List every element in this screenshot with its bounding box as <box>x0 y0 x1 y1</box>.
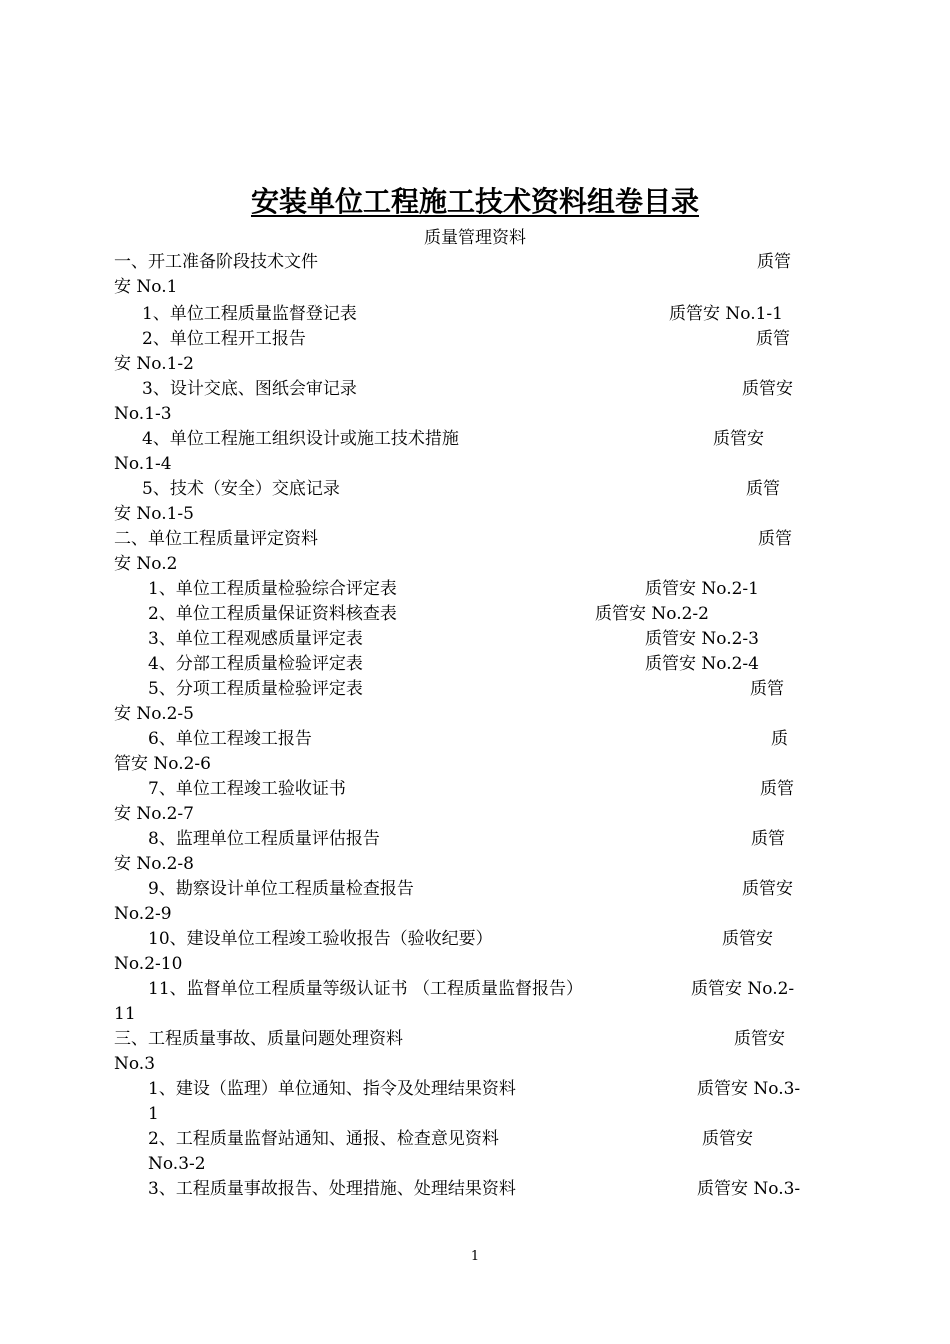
toc-entry-code: 质管安 <box>734 1029 785 1049</box>
toc-section-heading: 二、单位工程质量评定资料 <box>114 529 318 549</box>
toc-entry-code-wrap: 安 No.1 <box>114 277 178 297</box>
toc-entry-text: 3、工程质量事故报告、处理措施、处理结果资料 <box>148 1179 516 1199</box>
toc-entry-text: 4、单位工程施工组织设计或施工技术措施 <box>142 429 459 449</box>
toc-entry-code-wrap: 安 No.2-8 <box>114 854 194 874</box>
toc-entry-code-wrap: 安 No.2-5 <box>114 704 194 724</box>
toc-entry-code: 质管安 <box>742 879 793 899</box>
toc-entry-code: 质管安 <box>742 379 793 399</box>
toc-entry-text: 3、单位工程观感质量评定表 <box>148 629 363 649</box>
toc-entry-code: 质管安 No.1-1 <box>669 304 783 324</box>
toc-entry-text: 3、设计交底、图纸会审记录 <box>142 379 357 399</box>
toc-entry-text: 5、分项工程质量检验评定表 <box>148 679 363 699</box>
toc-entry-code-wrap: 安 No.1-2 <box>114 354 194 374</box>
toc-entry-code: 质管安 No.3- <box>697 1079 801 1099</box>
toc-entry-code-wrap: 安 No.2 <box>114 554 178 574</box>
toc-section-heading: 三、工程质量事故、质量问题处理资料 <box>114 1029 403 1049</box>
toc-entry-code: 质管 <box>757 252 791 272</box>
toc-entry-code: 质管安 <box>722 929 773 949</box>
toc-entry-text: 2、单位工程开工报告 <box>142 329 306 349</box>
toc-entry-text: 5、技术（安全）交底记录 <box>142 479 340 499</box>
toc-entry-code: 质 <box>771 729 788 749</box>
page-number: 1 <box>470 1249 480 1264</box>
toc-entry-text: 10、建设单位工程竣工验收报告（验收纪要） <box>148 929 493 949</box>
toc-entry-code-wrap: 安 No.2-7 <box>114 804 194 824</box>
toc-entry-code-wrap: No.3-2 <box>148 1154 206 1174</box>
toc-entry-code: 质管 <box>756 329 790 349</box>
toc-entry-text: 7、单位工程竣工验收证书 <box>148 779 346 799</box>
toc-entry-text: 2、工程质量监督站通知、通报、检查意见资料 <box>148 1129 499 1149</box>
toc-entry-text: 1、建设（监理）单位通知、指令及处理结果资料 <box>148 1079 516 1099</box>
toc-entry-code: 质管安 <box>702 1129 753 1149</box>
toc-entry-text: 8、监理单位工程质量评估报告 <box>148 829 380 849</box>
toc-entry-text: 一、开工准备阶段技术文件 <box>114 252 318 272</box>
toc-entry-code: 质管 <box>751 829 785 849</box>
toc-entry-text: 1、单位工程质量检验综合评定表 <box>148 579 397 599</box>
toc-entry-text: 9、勘察设计单位工程质量检查报告 <box>148 879 414 899</box>
toc-entry-text: 11、监督单位工程质量等级认证书 （工程质量监督报告） <box>148 979 584 999</box>
toc-entry-code: 质管安 <box>713 429 764 449</box>
toc-entry-text: 1、单位工程质量监督登记表 <box>142 304 357 324</box>
toc-entry-text: 2、单位工程质量保证资料核查表 <box>148 604 397 624</box>
toc-entry-code: 质管安 No.2- <box>691 979 795 999</box>
document-title: 安装单位工程施工技术资料组卷目录 <box>250 185 699 218</box>
toc-entry-text: 4、分部工程质量检验评定表 <box>148 654 363 674</box>
toc-entry-code-wrap: No.3 <box>114 1054 156 1074</box>
toc-entry-code-wrap: No.2-10 <box>114 954 183 974</box>
toc-entry-code: 质管 <box>760 779 794 799</box>
toc-entry-code: 质管安 No.2-1 <box>645 579 759 599</box>
toc-entry-text: 6、单位工程竣工报告 <box>148 729 312 749</box>
toc-entry-code: 质管 <box>758 529 792 549</box>
toc-entry-code-wrap: No.1-4 <box>114 454 172 474</box>
toc-entry-code-wrap: 11 <box>114 1004 136 1024</box>
toc-entry-code: 质管 <box>746 479 780 499</box>
toc-entry-code: 质管 <box>750 679 784 699</box>
toc-entry-code-wrap: 安 No.1-5 <box>114 504 194 524</box>
toc-entry-code: 质管安 No.3- <box>697 1179 801 1199</box>
toc-entry-code-wrap: No.2-9 <box>114 904 172 924</box>
toc-entry-code-wrap: 1 <box>148 1104 159 1124</box>
toc-entry-code: 质管安 No.2-2 <box>595 604 709 624</box>
section-subtitle: 质量管理资料 <box>424 228 526 248</box>
toc-entry-code: 质管安 No.2-4 <box>645 654 759 674</box>
toc-entry-code-wrap: 管安 No.2-6 <box>114 754 211 774</box>
toc-entry-code-wrap: No.1-3 <box>114 404 172 424</box>
toc-entry-code: 质管安 No.2-3 <box>645 629 759 649</box>
